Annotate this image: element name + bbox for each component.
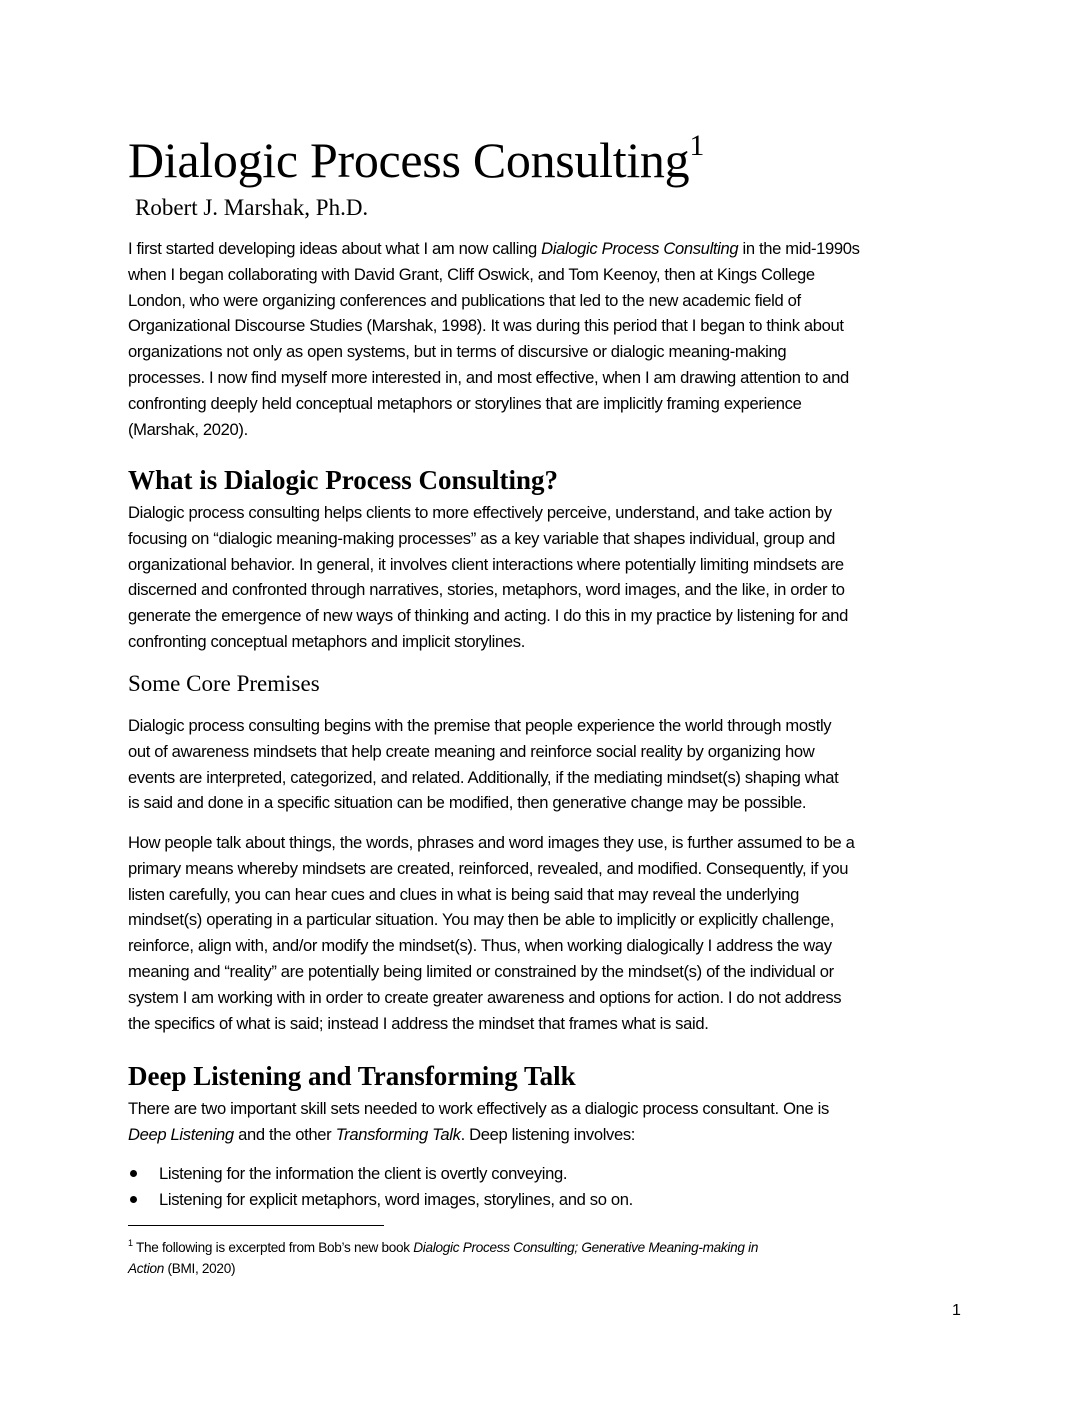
list-item-text: Listening for the information the client is overtly conveying. bbox=[159, 1164, 568, 1183]
list-item bbox=[128, 1161, 968, 1187]
text-line: Organizational Discourse Studies (Marshak, 1998). It was during this period that I began to think about bbox=[128, 316, 844, 336]
text-line: out of awareness mindsets that help create meaning and reinforce social reality by organizing how bbox=[128, 741, 815, 761]
core-premises-paragraph-1 bbox=[128, 713, 968, 816]
list-item-text: Listening for explicit metaphors, word images, storylines, and so on. bbox=[159, 1189, 633, 1209]
text-line: reinforce, align with, and/or modify the mindset(s). Thus, when working dialogically I address the way bbox=[128, 936, 832, 956]
italic-text: Dialogic Process Consulting bbox=[541, 239, 739, 258]
document-title bbox=[128, 128, 704, 192]
deep-listening-bullet-list bbox=[128, 1161, 968, 1213]
italic-text: Dialogic Process Consulting; Generative Meaning-making in bbox=[413, 1240, 759, 1255]
core-premises-paragraph-2 bbox=[128, 830, 968, 1036]
text-line: confronting conceptual metaphors and implicit storylines. bbox=[128, 631, 525, 651]
section-heading-what-is: What is Dialogic Process Consulting? bbox=[128, 465, 559, 495]
text-line: listen carefully, you can hear cues and clues in what is being said that may reveal the underlying bbox=[128, 884, 800, 904]
text-line: organizational behavior. In general, it involves client interactions where potentially limiting mindsets are bbox=[128, 554, 844, 574]
text-line: is said and done in a specific situation can be modified, then generative change may be possible. bbox=[128, 793, 807, 813]
text-line: Dialogic process consulting helps clients to more effectively perceive, understand, and take action by bbox=[128, 503, 832, 522]
list-item bbox=[128, 1187, 968, 1213]
text-line: I first started developing ideas about what I am now calling Dialogic Process Consulting in the mid-1990s bbox=[128, 239, 860, 258]
italic-text: Deep Listening bbox=[128, 1124, 234, 1144]
title-text: Dialogic Process Consulting bbox=[128, 132, 690, 188]
text-line: London, who were organizing conferences and publications that led to the new academic field of bbox=[128, 290, 801, 310]
author-byline: Robert J. Marshak, Ph.D. bbox=[135, 195, 369, 220]
text-line: when I began collaborating with David Grant, Cliff Oswick, and Tom Keenoy, then at Kings College bbox=[128, 264, 815, 284]
text-line: mindset(s) operating in a particular situation. You may then be able to implicitly or explicitly challenge, bbox=[128, 910, 834, 930]
text-line: organizations not only as open systems, but in terms of discursive or dialogic meaning-making bbox=[128, 342, 787, 362]
bullet-icon bbox=[130, 1196, 137, 1203]
footnote-separator bbox=[128, 1225, 384, 1226]
text-line: There are two important skill sets needed to work effectively as a dialogic process consultant. One is bbox=[128, 1099, 829, 1118]
text-line: system I am working with in order to create greater awareness and options for action. I do not address bbox=[128, 987, 842, 1007]
page-number: 1 bbox=[952, 1302, 961, 1319]
text-line: focusing on “dialogic meaning-making processes” as a key variable that shapes individual, group and bbox=[128, 528, 835, 548]
deep-listening-paragraph bbox=[128, 1096, 968, 1148]
text-line: processes. I now find myself more interested in, and most effective, when I am drawing attention to and bbox=[128, 367, 849, 387]
intro-paragraph bbox=[128, 236, 968, 442]
footnote-text: The following is excerpted from Bob’s new book Dialogic Process Consulting; Generative Meaning-making in Action (BMI, 2020) bbox=[128, 1240, 759, 1276]
text-line: the specifics of what is said; instead I address the mindset that frames what is said. bbox=[128, 1013, 709, 1033]
italic-text: Transforming Talk bbox=[335, 1124, 461, 1144]
text-line: primary means whereby mindsets are created, reinforced, revealed, and modified. Consequently, if you bbox=[128, 858, 849, 878]
footnote-marker: 1 bbox=[128, 1238, 133, 1248]
text-line: Deep Listening and the other Transforming Talk. Deep listening involves: bbox=[128, 1124, 636, 1144]
subsection-heading-core-premises: Some Core Premises bbox=[128, 671, 320, 696]
text-line: Dialogic process consulting begins with the premise that people experience the world through mostly bbox=[128, 716, 832, 735]
text-line: discerned and confronted through narratives, stories, metaphors, word images, and the like, in order to bbox=[128, 580, 845, 600]
footnote bbox=[128, 1237, 968, 1279]
section-what-is-paragraph bbox=[128, 500, 968, 655]
text-line: confronting deeply held conceptual metaphors or storylines that are implicitly framing experience bbox=[128, 393, 802, 413]
bullet-icon bbox=[130, 1170, 137, 1177]
section-heading-deep-listening: Deep Listening and Transforming Talk bbox=[128, 1061, 576, 1091]
text-line: meaning and “reality” are potentially being limited or constrained by the mindset(s) of the individual or bbox=[128, 961, 834, 981]
text-line: (Marshak, 2020). bbox=[128, 419, 248, 439]
title-footnote-marker: 1 bbox=[689, 129, 705, 162]
italic-text: Action bbox=[128, 1261, 164, 1276]
text-line: events are interpreted, categorized, and related. Additionally, if the mediating mindset(s) shaping what bbox=[128, 767, 839, 787]
text-line: generate the emergence of new ways of thinking and acting. I do this in my practice by listening for and bbox=[128, 606, 848, 626]
text-line: How people talk about things, the words, phrases and word images they use, is further assumed to be a bbox=[128, 833, 855, 852]
